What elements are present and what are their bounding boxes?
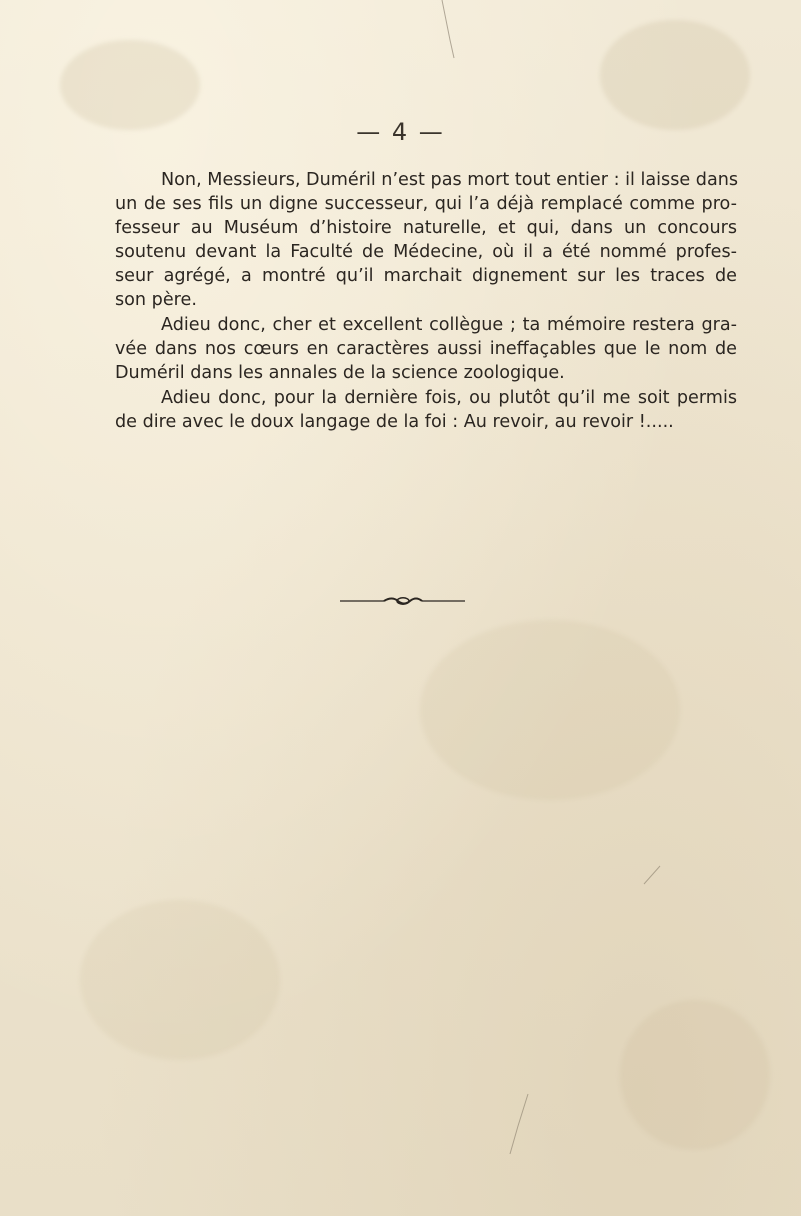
paper-stain xyxy=(60,40,200,130)
page-number: — 4 — xyxy=(356,118,445,146)
text-line: Non, Messieurs, Duméril n’est pas mort tout entier : il laisse dans xyxy=(161,170,739,190)
text-line: vée dans nos cœurs en caractères aussi ineffaçables que le nom de xyxy=(115,339,737,359)
text-line: fesseur au Muséum d’histoire naturelle, et qui, dans un concours xyxy=(115,218,737,238)
text-line: seur agrégé, a montré qu’il marchait dignement sur les traces de xyxy=(115,266,737,286)
text-line: Adieu donc, pour la dernière fois, ou plutôt qu’il me soit permis xyxy=(161,388,737,408)
text-line: un de ses fils un digne successeur, qui l’a déjà remplacé comme pro- xyxy=(115,194,737,214)
text-line: Adieu donc, cher et excellent collègue ; ta mémoire restera gra- xyxy=(161,315,737,335)
paragraph xyxy=(115,168,737,312)
paragraph xyxy=(115,386,737,434)
paper-stain xyxy=(600,20,750,130)
text-line: son père. xyxy=(115,290,197,310)
paper-stain xyxy=(420,620,680,800)
text-line: soutenu devant la Faculté de Médecine, où il a été nommé profes- xyxy=(115,242,737,262)
text-line: Duméril dans les annales de la science zoologique. xyxy=(115,363,565,383)
scratch-mark-icon xyxy=(500,1090,540,1160)
scratch-mark-icon xyxy=(430,0,470,60)
scratch-mark-icon xyxy=(640,860,670,890)
paper-stain xyxy=(620,1000,770,1150)
decorative-rule-icon xyxy=(340,594,465,608)
text-line: de dire avec le doux langage de la foi : Au revoir, au revoir !..... xyxy=(115,412,674,432)
paragraph xyxy=(115,313,737,385)
paper-stain xyxy=(80,900,280,1060)
body-text xyxy=(115,168,737,434)
